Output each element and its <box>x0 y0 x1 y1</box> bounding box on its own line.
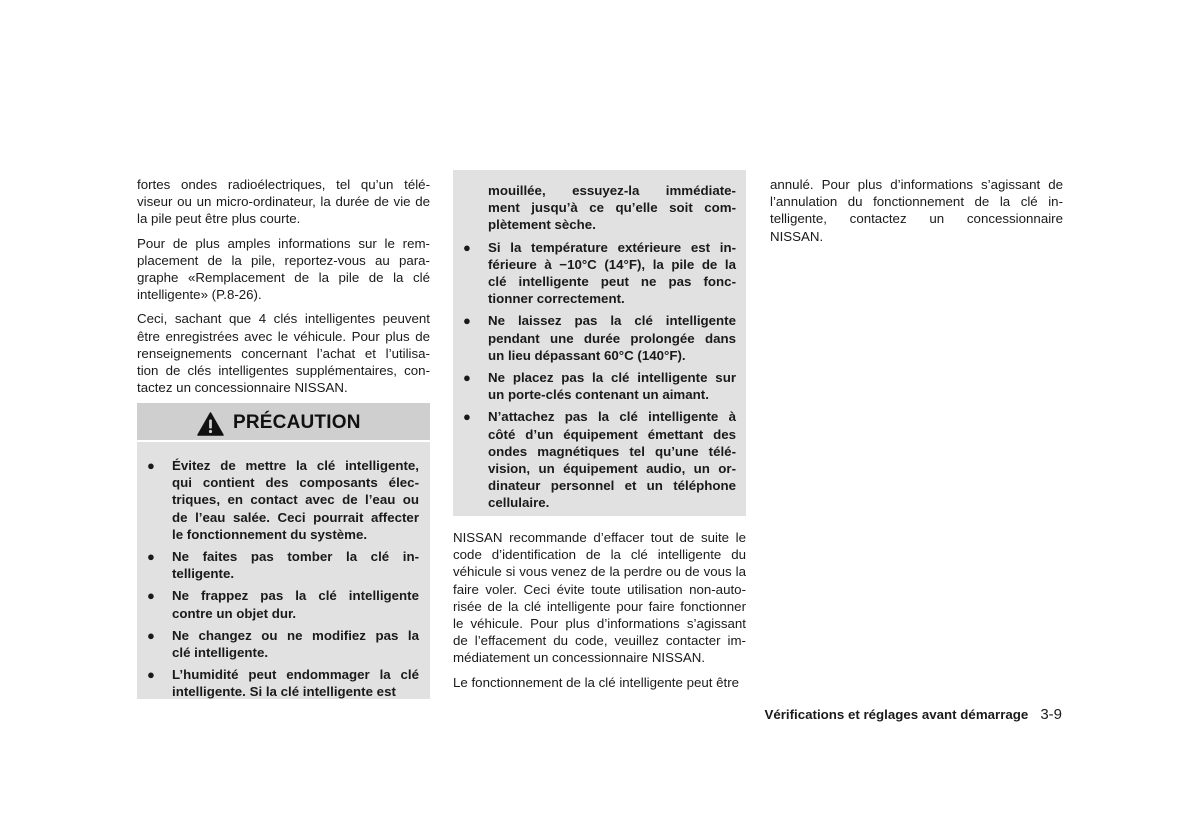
bullet-item <box>453 408 736 511</box>
bullet-item <box>137 457 419 543</box>
text-line: placement de la pile, reportez-vous au para- <box>137 252 430 268</box>
text-line: clé intelligente. <box>172 645 269 661</box>
text-line: contre un objet dur. <box>172 605 297 621</box>
page-number: 3-9 <box>1040 706 1062 723</box>
bullet-continuation <box>453 182 736 234</box>
text-line: la pile peut être plus courte. <box>137 211 301 227</box>
text-line: tionner correctement. <box>488 291 625 307</box>
bullet-item <box>137 627 419 661</box>
bullet-icon: ● <box>463 239 471 255</box>
text-line: un lieu dépassant 60°C (140°F). <box>488 347 686 363</box>
text-line: NISSAN. <box>770 228 824 244</box>
text-line: telligente. <box>172 566 235 582</box>
bullet-item <box>453 312 736 364</box>
text-line: ondes magnétiques tel qu’une télé- <box>488 443 736 459</box>
bullet-item <box>137 666 419 700</box>
paragraph <box>137 310 430 396</box>
text-line: graphe «Remplacement de la pile de la clé <box>137 270 430 286</box>
text-line: viseur ou un micro-ordinateur, la durée de vie de <box>137 194 430 210</box>
text-line: qui contient des composants élec- <box>172 475 419 491</box>
section-title: Vérifications et réglages avant démarrage <box>764 707 1029 722</box>
bullet-icon: ● <box>147 588 155 604</box>
text-line: faire voler. Ceci évite toute utilisation non-auto- <box>453 581 746 597</box>
text-line: dinateur personnel et un téléphone <box>488 478 736 494</box>
text-line: férieure à −10°C (14°F), la pile de la <box>488 256 736 272</box>
text-line: clé intelligente peut ne pas fonc- <box>488 274 736 290</box>
text-line: le véhicule. Pour plus d’informations s’agissant <box>453 616 746 632</box>
bullet-icon: ● <box>463 370 471 386</box>
text-line: Ne changez ou ne modifiez pas la <box>172 627 419 643</box>
text-line: Ne faites pas tomber la clé in- <box>172 549 419 565</box>
text-line: triques, en contact avec de l’eau ou <box>172 492 419 508</box>
text-line: risée de la clé intelligente pour faire fonctionner <box>453 598 746 614</box>
text-line: médiatement un concessionnaire NISSAN. <box>453 650 706 666</box>
text-line: plètement sèche. <box>488 217 596 233</box>
caution-box <box>137 403 430 699</box>
text-line: mouillée, essuyez-la immédiate- <box>488 183 736 198</box>
text-line: N’attachez pas la clé intelligente à <box>488 409 736 425</box>
text-line: Si la température extérieure est in- <box>488 239 736 255</box>
text-line: Évitez de mettre la clé intelligente, <box>172 458 419 473</box>
bullet-icon: ● <box>463 409 471 425</box>
text-line: renseignements concernant l’achat et l’utilisa- <box>137 345 430 361</box>
text-line: vision, un équipement audio, un or- <box>488 461 736 477</box>
text-line: de l’eau salée. Ceci pourrait affecter <box>172 509 419 525</box>
text-line: véhicule si vous venez de la perdre ou de vous la <box>453 564 746 580</box>
text-line: Ne frappez pas la clé intelligente <box>172 588 419 604</box>
column-left <box>137 176 430 403</box>
text-line: Pour de plus amples informations sur le rem- <box>137 235 430 251</box>
bullet-item <box>137 548 419 582</box>
text-line: Ne placez pas la clé intelligente sur <box>488 370 736 386</box>
caution-list <box>137 457 419 706</box>
text-line: être enregistrées avec le véhicule. Pour plus de <box>137 328 430 344</box>
column-right <box>770 176 1063 252</box>
text-line: cellulaire. <box>488 495 550 511</box>
text-line: l’annulation du fonctionnement de la clé in- <box>770 194 1063 210</box>
column-middle <box>453 529 746 698</box>
paragraph <box>137 235 430 304</box>
warning-triangle-icon <box>197 412 224 436</box>
text-line: côté d’un équipement émettant des <box>488 426 736 442</box>
bullet-item <box>453 239 736 308</box>
caution-title: PRÉCAUTION <box>233 412 361 433</box>
paragraph <box>770 176 1063 245</box>
text-line: intelligente. Si la clé intelligente est <box>172 684 396 700</box>
paragraph <box>137 176 430 228</box>
text-line: tion de clés intelligentes supplémentaires, con- <box>137 363 430 379</box>
text-line: tactez un concessionnaire NISSAN. <box>137 380 348 396</box>
text-line: intelligente» (P.8-26). <box>137 287 262 303</box>
bullet-icon: ● <box>147 667 155 683</box>
text-line: annulé. Pour plus d’informations s’agissant de <box>770 177 1063 192</box>
caution-continuation-list <box>453 182 736 517</box>
text-line: de l’effacement du code, veuillez contacter im- <box>453 633 746 649</box>
text-line: telligente, contactez un concessionnaire <box>770 211 1063 227</box>
paragraph <box>453 529 746 667</box>
bullet-item <box>453 369 736 403</box>
text-line: L’humidité peut endommager la clé <box>172 667 419 683</box>
text-line: Ne laissez pas la clé intelligente <box>488 313 736 329</box>
text-line: fortes ondes radioélectriques, tel qu’un télé- <box>137 177 430 192</box>
text-line: un porte-clés contenant un aimant. <box>488 387 709 403</box>
text-line: ment jusqu’à ce qu’elle soit com- <box>488 200 736 216</box>
text-line: Ceci, sachant que 4 clés intelligentes peuvent <box>137 311 430 327</box>
bullet-icon: ● <box>147 549 155 565</box>
bullet-item <box>137 587 419 621</box>
text-line: NISSAN recommande d’effacer tout de suite le <box>453 530 746 545</box>
text-line: le fonctionnement du système. <box>172 526 368 542</box>
page-footer <box>764 706 1062 723</box>
caution-header <box>137 403 430 442</box>
paragraph <box>453 674 746 691</box>
bullet-icon: ● <box>147 627 155 643</box>
bullet-icon: ● <box>147 458 155 473</box>
text-line: code d’identification de la clé intelligente du <box>453 547 746 563</box>
text-line: pendant une durée prolongée dans <box>488 330 736 346</box>
text-line: Le fonctionnement de la clé intelligente peut être <box>453 674 740 690</box>
bullet-icon: ● <box>463 313 471 329</box>
